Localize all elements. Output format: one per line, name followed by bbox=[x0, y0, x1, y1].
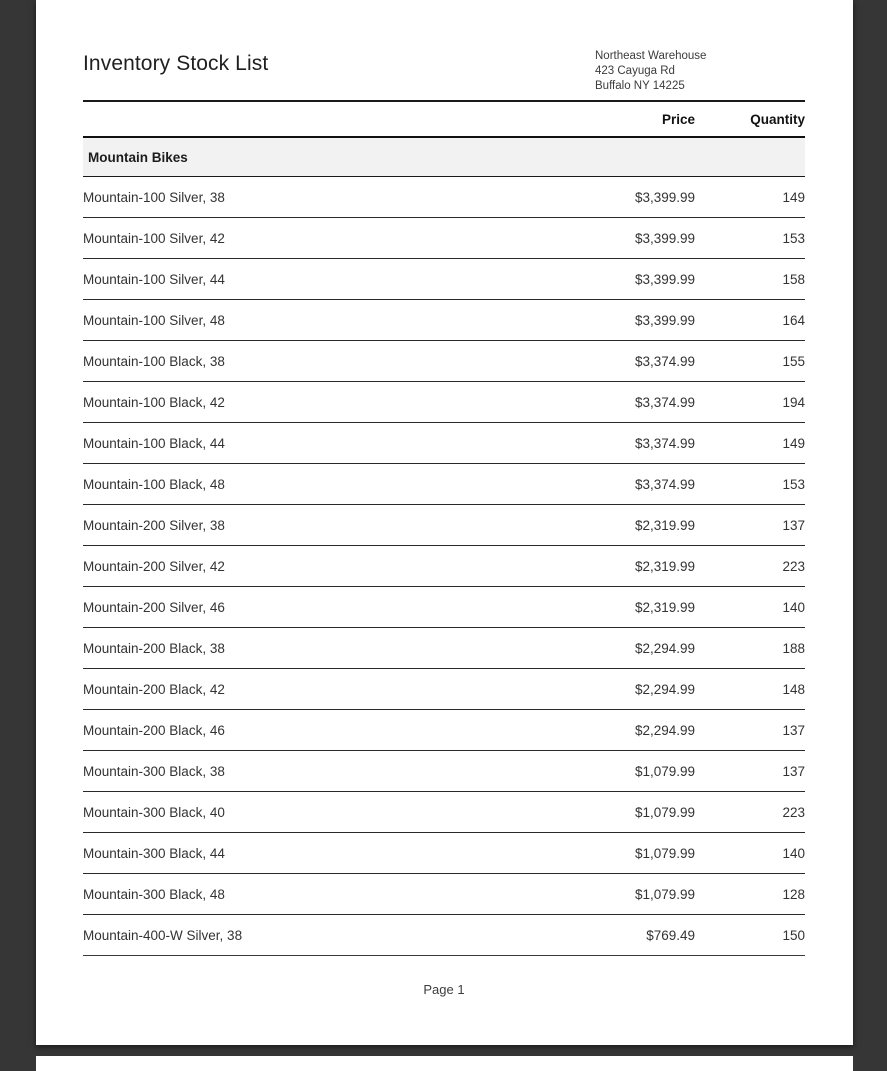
product-quantity-cell: 140 bbox=[695, 833, 805, 874]
product-price-cell: $2,294.99 bbox=[535, 628, 695, 669]
document-page-1 bbox=[36, 0, 853, 1045]
product-quantity-cell: 148 bbox=[695, 669, 805, 710]
product-price-cell: $1,079.99 bbox=[535, 833, 695, 874]
product-quantity-cell: 155 bbox=[695, 341, 805, 382]
table-row bbox=[83, 341, 805, 382]
product-price-cell: $1,079.99 bbox=[535, 874, 695, 915]
table-row bbox=[83, 669, 805, 710]
table-row bbox=[83, 423, 805, 464]
inventory-table bbox=[83, 112, 805, 956]
product-name-cell: Mountain-100 Silver, 44 bbox=[83, 259, 535, 300]
product-quantity-cell: 140 bbox=[695, 587, 805, 628]
product-price-cell: $3,399.99 bbox=[535, 218, 695, 259]
table-row bbox=[83, 218, 805, 259]
table-body bbox=[83, 137, 805, 956]
product-name-cell: Mountain-300 Black, 38 bbox=[83, 751, 535, 792]
address-city-state-zip: Buffalo NY 14225 bbox=[595, 80, 685, 93]
product-name-cell: Mountain-200 Black, 46 bbox=[83, 710, 535, 751]
table-row bbox=[83, 177, 805, 218]
address-name: Northeast Warehouse bbox=[595, 50, 707, 62]
product-name-cell: Mountain-300 Black, 40 bbox=[83, 792, 535, 833]
product-quantity-cell: 223 bbox=[695, 792, 805, 833]
product-price-cell: $2,319.99 bbox=[535, 505, 695, 546]
table-row bbox=[83, 751, 805, 792]
product-price-cell: $3,399.99 bbox=[535, 259, 695, 300]
product-quantity-cell: 164 bbox=[695, 300, 805, 341]
product-quantity-cell: 158 bbox=[695, 259, 805, 300]
product-quantity-cell: 149 bbox=[695, 177, 805, 218]
product-quantity-cell: 153 bbox=[695, 218, 805, 259]
product-price-cell: $3,374.99 bbox=[535, 341, 695, 382]
product-name-cell: Mountain-100 Silver, 38 bbox=[83, 177, 535, 218]
product-name-cell: Mountain-100 Black, 48 bbox=[83, 464, 535, 505]
product-name-cell: Mountain-200 Black, 38 bbox=[83, 628, 535, 669]
category-label: Mountain Bikes bbox=[83, 137, 805, 177]
product-price-cell: $3,374.99 bbox=[535, 464, 695, 505]
page-content bbox=[83, 0, 805, 1045]
warehouse-address bbox=[595, 49, 805, 95]
product-price-cell: $3,374.99 bbox=[535, 423, 695, 464]
table-row bbox=[83, 259, 805, 300]
product-price-cell: $1,079.99 bbox=[535, 751, 695, 792]
product-quantity-cell: 137 bbox=[695, 505, 805, 546]
product-quantity-cell: 137 bbox=[695, 710, 805, 751]
table-row bbox=[83, 833, 805, 874]
product-quantity-cell: 153 bbox=[695, 464, 805, 505]
table-row bbox=[83, 792, 805, 833]
table-row bbox=[83, 874, 805, 915]
table-row bbox=[83, 300, 805, 341]
product-price-cell: $2,319.99 bbox=[535, 546, 695, 587]
product-quantity-cell: 137 bbox=[695, 751, 805, 792]
product-name-cell: Mountain-200 Silver, 38 bbox=[83, 505, 535, 546]
title-divider bbox=[83, 100, 805, 102]
table-row bbox=[83, 710, 805, 751]
product-name-cell: Mountain-100 Black, 42 bbox=[83, 382, 535, 423]
product-quantity-cell: 150 bbox=[695, 915, 805, 956]
page-title: Inventory Stock List bbox=[83, 52, 269, 75]
table-row bbox=[83, 505, 805, 546]
table-row bbox=[83, 915, 805, 956]
column-header-quantity: Quantity bbox=[695, 112, 805, 137]
column-header-name bbox=[83, 112, 535, 137]
product-name-cell: Mountain-200 Silver, 46 bbox=[83, 587, 535, 628]
table-header bbox=[83, 112, 805, 137]
column-header-price: Price bbox=[535, 112, 695, 137]
document-page-2-edge bbox=[36, 1056, 853, 1071]
table-row bbox=[83, 382, 805, 423]
page-footer: Page 1 bbox=[423, 982, 465, 997]
product-price-cell: $3,399.99 bbox=[535, 177, 695, 218]
table-header-row bbox=[83, 112, 805, 137]
product-price-cell: $3,399.99 bbox=[535, 300, 695, 341]
product-price-cell: $2,319.99 bbox=[535, 587, 695, 628]
product-name-cell: Mountain-200 Black, 42 bbox=[83, 669, 535, 710]
product-name-cell: Mountain-300 Black, 48 bbox=[83, 874, 535, 915]
table-row bbox=[83, 464, 805, 505]
product-name-cell: Mountain-400-W Silver, 38 bbox=[83, 915, 535, 956]
category-row bbox=[83, 137, 805, 177]
product-name-cell: Mountain-200 Silver, 42 bbox=[83, 546, 535, 587]
product-price-cell: $2,294.99 bbox=[535, 669, 695, 710]
document-header bbox=[83, 0, 805, 102]
product-name-cell: Mountain-100 Black, 38 bbox=[83, 341, 535, 382]
table-row bbox=[83, 546, 805, 587]
product-name-cell: Mountain-300 Black, 44 bbox=[83, 833, 535, 874]
product-quantity-cell: 188 bbox=[695, 628, 805, 669]
product-price-cell: $2,294.99 bbox=[535, 710, 695, 751]
product-name-cell: Mountain-100 Black, 44 bbox=[83, 423, 535, 464]
product-quantity-cell: 128 bbox=[695, 874, 805, 915]
product-quantity-cell: 223 bbox=[695, 546, 805, 587]
product-name-cell: Mountain-100 Silver, 42 bbox=[83, 218, 535, 259]
table-row bbox=[83, 587, 805, 628]
product-quantity-cell: 149 bbox=[695, 423, 805, 464]
product-name-cell: Mountain-100 Silver, 48 bbox=[83, 300, 535, 341]
address-street: 423 Cayuga Rd bbox=[595, 65, 675, 78]
product-price-cell: $1,079.99 bbox=[535, 792, 695, 833]
product-price-cell: $769.49 bbox=[535, 915, 695, 956]
product-price-cell: $3,374.99 bbox=[535, 382, 695, 423]
table-row bbox=[83, 628, 805, 669]
product-quantity-cell: 194 bbox=[695, 382, 805, 423]
